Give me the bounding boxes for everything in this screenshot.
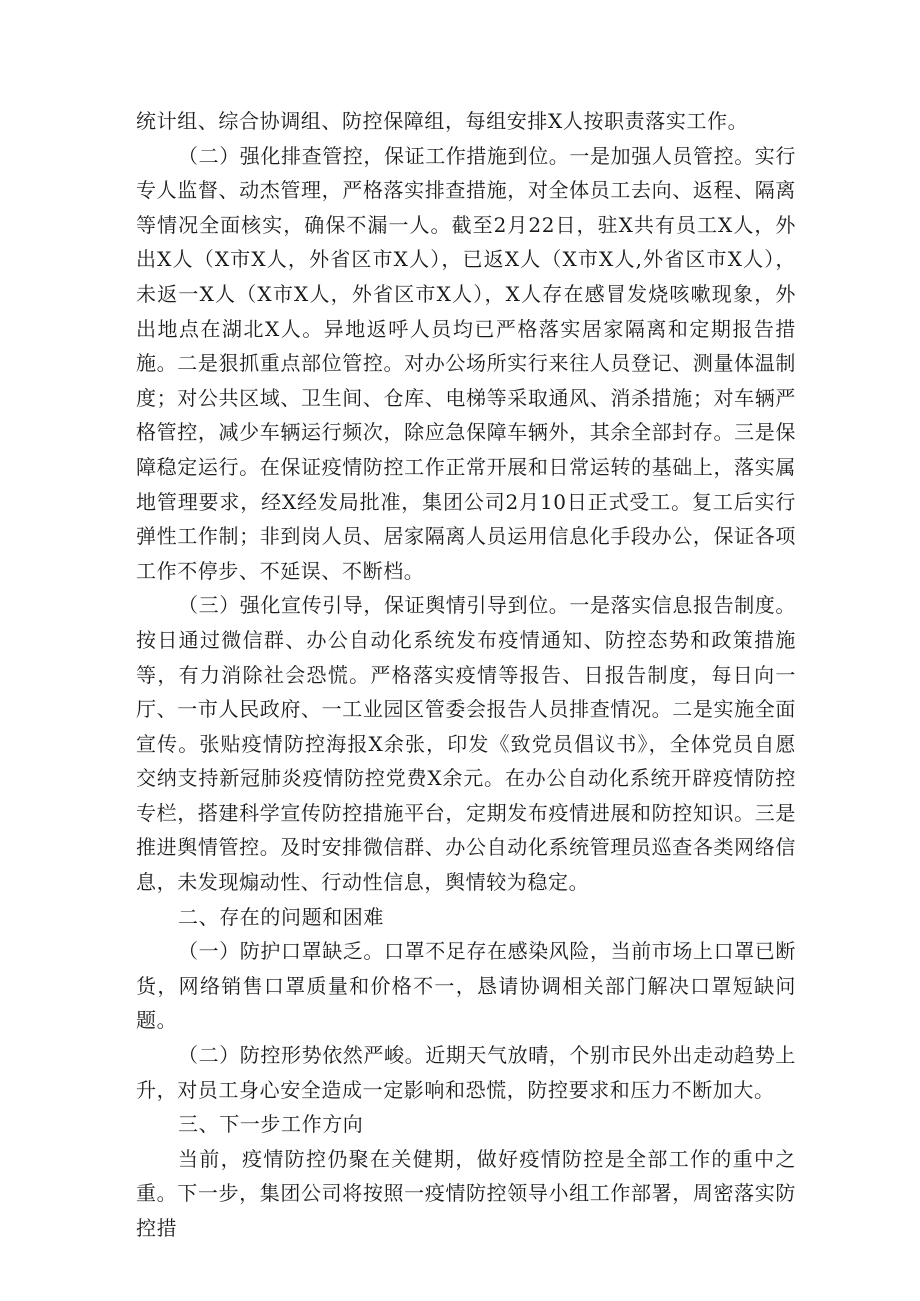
paragraph-section-2: （二）强化排查管控，保证工作措施到位。一是加强人员管控。实行专人监督、动杰管理，严格落实排查措施，对全体员工去向、返程、隔离等情况全面核实，确保不漏一人。截至2月22日，驻X共有员工X人，外出X人（X市X人，外省区市X人），已返X人（X市X人,外省区市X人），未返一X人（X市X人，外省区市X人），X人存在感冒发烧咳嗽现象，外出地点在湖北X人。异地返呼人员均已严格落实居家隔离和定期报告措施。二是狠抓重点部位管控。对办公场所实行来往人员登记、测量体温制度；对公共区域、卫生间、仓库、电梯等采取通风、消杀措施；对车辆严格管控，减少车辆运行频次，除应急保障车辆外，其余全部封存。三是保障稳定运行。在保证疫情防控工作正常开展和日常运转的基础上，落实属地管理要求，经X经发局批准，集团公司2月10日正式受工。复工后实行弹性工作制；非到岗人员、居家隔离人员运用信息化手段办公，保证各项工作不停步、不延误、不断档。 <box>136 143 796 583</box>
heading-problems: 二、存在的问题和困难 <box>178 904 384 929</box>
paragraph-problem-2: （二）防控形势依然严峻。近期天气放晴，个别市民外出走动趋势上升，对员工身心安全造成一定影响和恐慌，防控要求和压力不断加大。 <box>136 1043 796 1102</box>
paragraph-continuation: 统计组、综合协调组、防控保障组，每组安排X人按职责落实工作。 <box>136 109 749 133</box>
paragraph-next-steps: 当前，疫情防控仍聚在关健期，做好疫情防控是全部工作的重中之重。下一步，集团公司将按照一疫情防控领导小组工作部署，周密落实防控措 <box>136 1146 796 1240</box>
heading-next-steps: 三、下一步工作方向 <box>178 1112 364 1137</box>
paragraph-section-3: （三）强化宣传引导，保证舆情引导到位。一是落实信息报告制度。按日通过微信群、办公自动化系统发布疫情通知、防控态势和政策措施等，有力消除社会恐慌。严格落实疫情等报告、日报告制度，每日向一厅、一市人民政府、一工业园区管委会报告人员排查情况。二是实施全面宣传。张贴疫情防控海报X余张，印发《致党员倡议书》，全体党员自愿交纳支持新冠肺炎疫情防控党费X余元。在办公自动化系统开辟疫情防控专栏，搭建科学宣传防控措施平台，定期发布疫情进展和防控知识。三是推进舆情管控。及时安排微信群、办公自动化系统管理员巡查各类网络信息，未发现煽动性、行动性信息，舆情较为稳定。 <box>136 593 796 895</box>
document-body <box>136 104 796 1246</box>
paragraph-problem-1: （一）防护口罩缺乏。口罩不足存在感染风险，当前市场上口罩已断货，网络销售口罩质量和价格不一，恳请协调相关部门解决口罩短缺问题。 <box>136 939 796 1033</box>
